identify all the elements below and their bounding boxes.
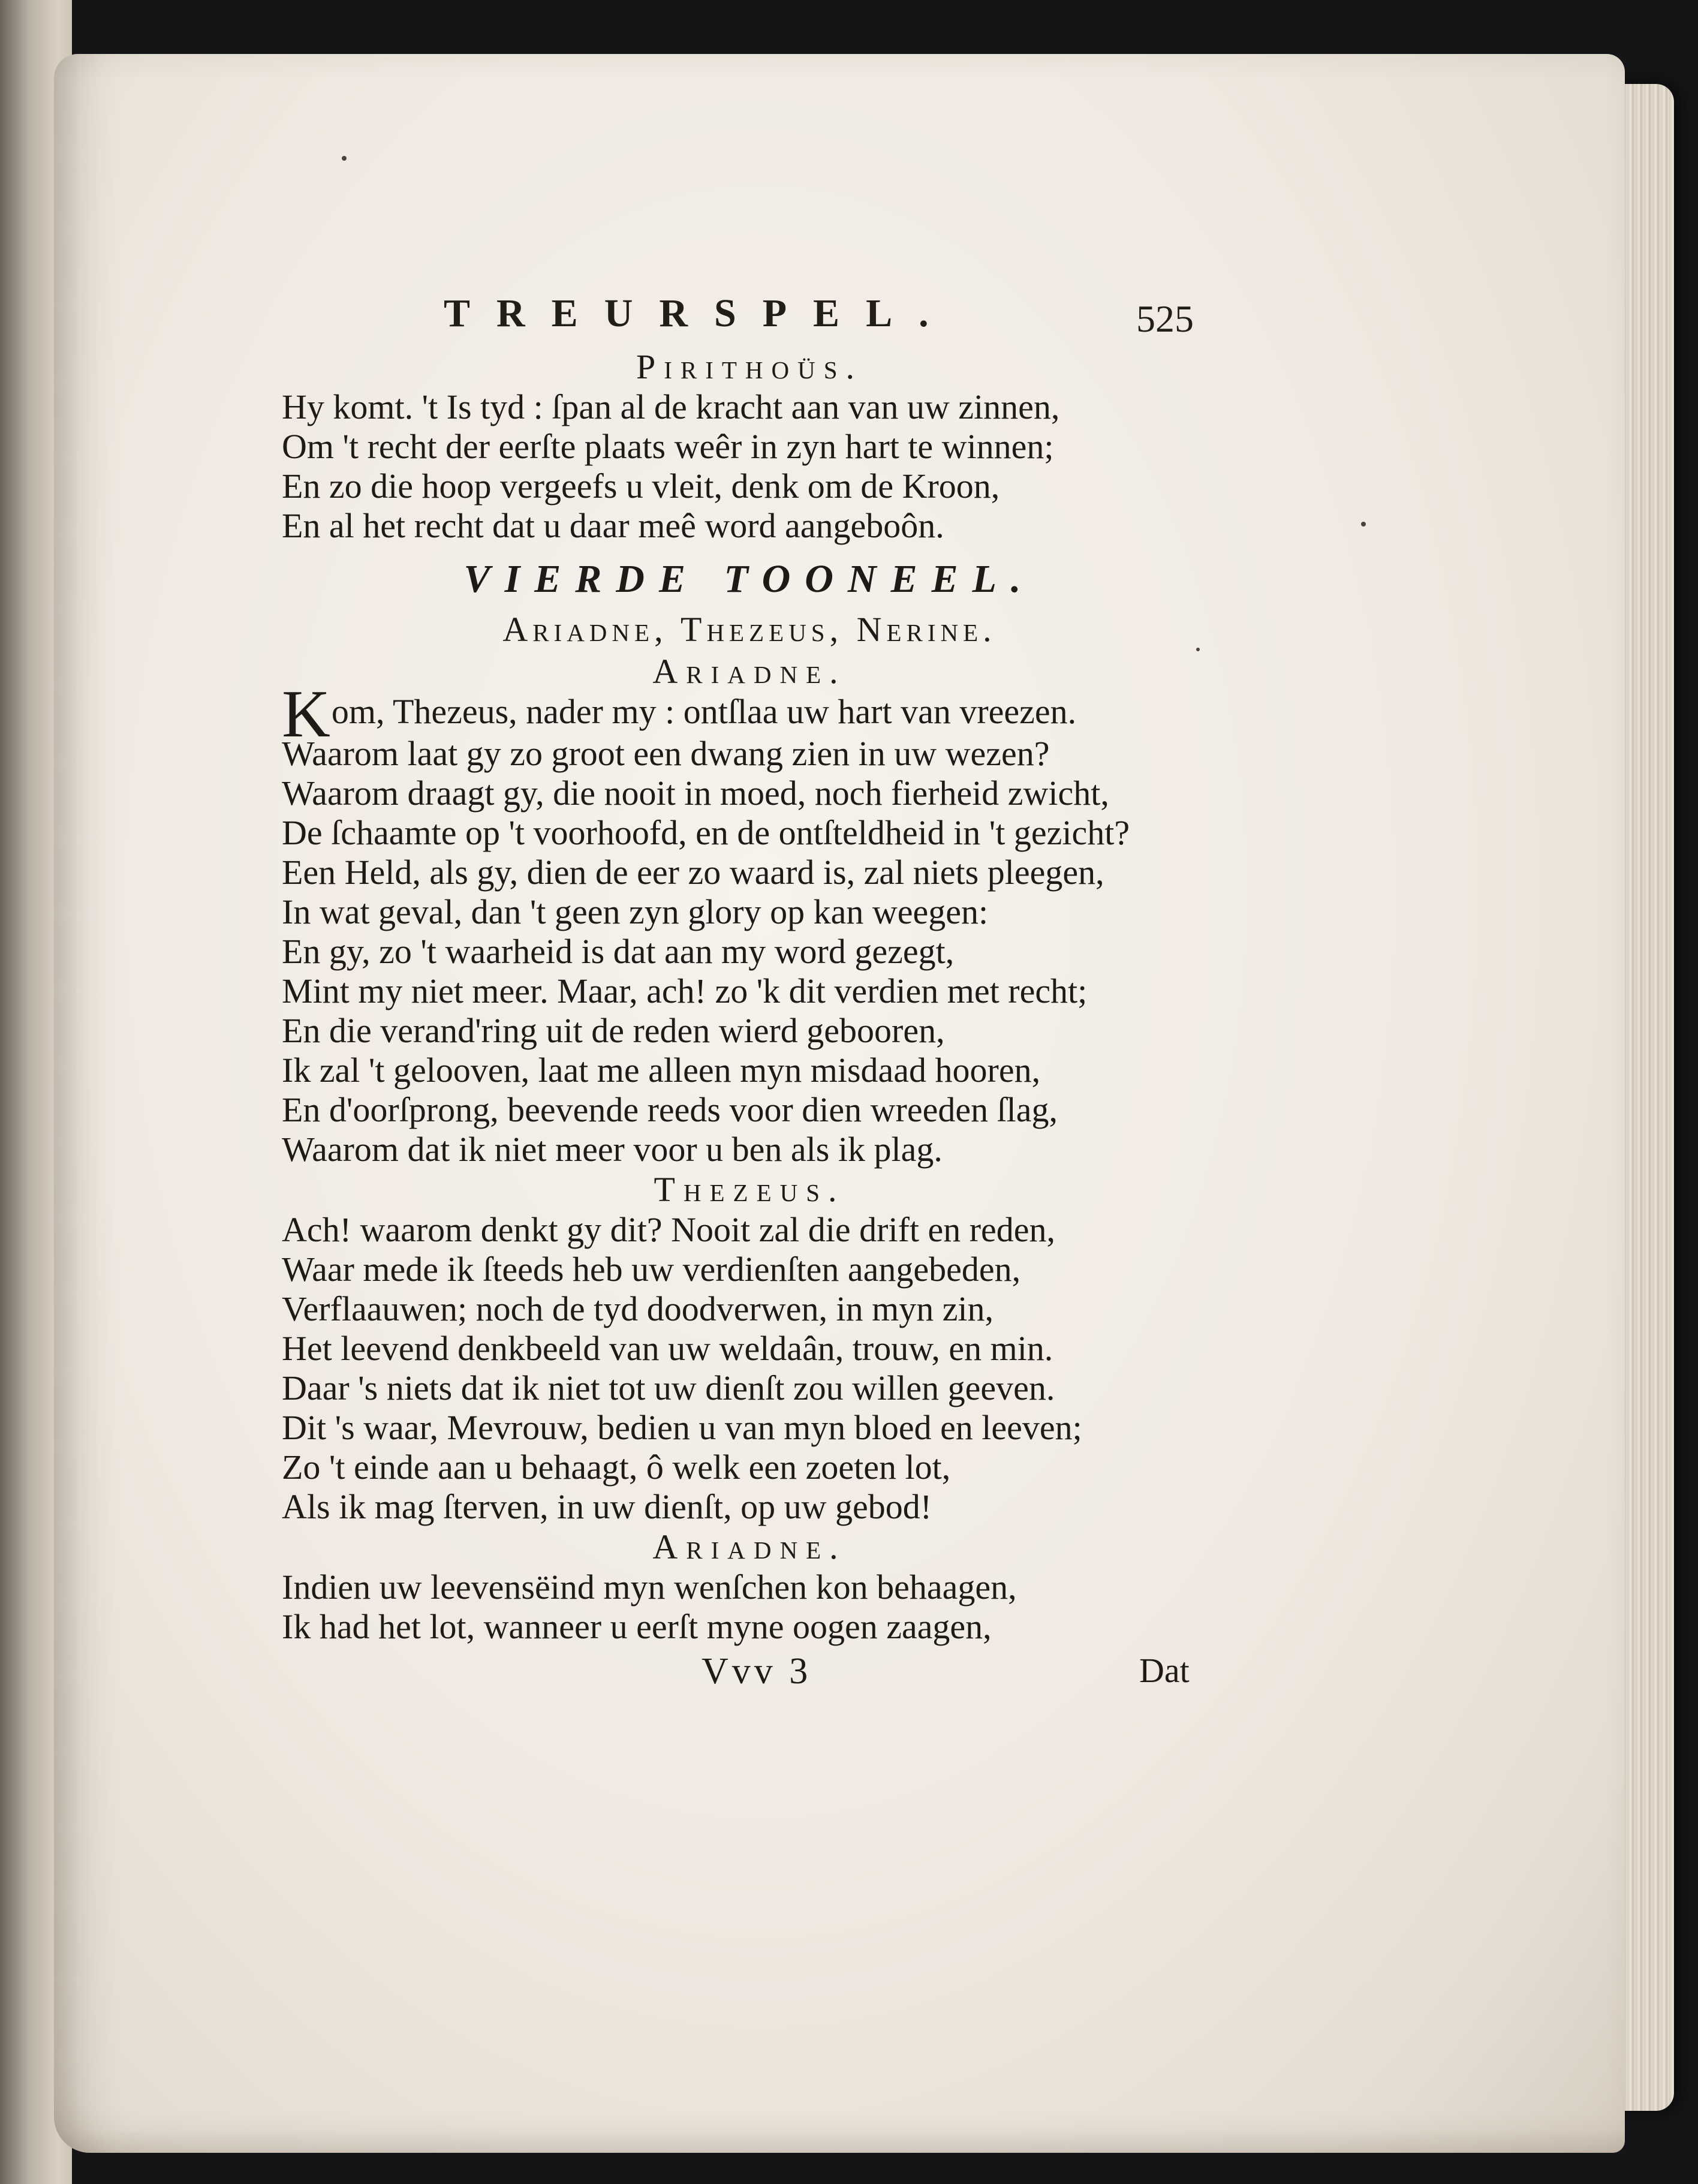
verse-line: Dit 's waar, Mevrouw, bedien u van myn bloed en leeven;: [282, 1408, 1082, 1447]
verse-line: Om 't recht der eerſte plaats weêr in zyn hart te winnen;: [282, 427, 1054, 466]
verse-line: Waarom draagt gy, die nooit in moed, noch fierheid zwicht,: [282, 774, 1109, 813]
verse-line: Het leevend denkbeeld van uw weldaân, trouw, en min.: [282, 1329, 1053, 1368]
text-block: [282, 276, 1217, 1701]
speaker-heading: Ariadne.: [652, 1527, 847, 1566]
verse-line: Indien uw leevensëind myn wenſchen kon behaagen,: [282, 1568, 1017, 1607]
verse-group-2: [282, 677, 1217, 1169]
drop-cap: K: [282, 677, 330, 751]
verse-line: Waar mede ik ſteeds heb uw verdienſten aangebeden,: [282, 1250, 1021, 1289]
verse-group-1: [282, 387, 1217, 546]
verse-line: Ik zal 't gelooven, laat me alleen myn misdaad hooren,: [282, 1051, 1041, 1090]
first-line-text: om, Thezeus, nader my : ontſlaa uw hart van vreezen.: [331, 692, 1077, 731]
verse-group-3: [282, 1210, 1217, 1527]
page-footer: [282, 1647, 1217, 1701]
verse-line: Als ik mag ſterven, in uw dienſt, op uw gebod!: [282, 1487, 932, 1526]
paper-speck: [1361, 522, 1366, 527]
verse-line: Waarom dat ik niet meer voor u ben als ik plag.: [282, 1130, 943, 1169]
verse-line: De ſchaamte op 't voorhoofd, en de ontſteldheid in 't gezicht?: [282, 813, 1130, 852]
speaker-heading: Ariadne.: [652, 652, 847, 691]
verse-line: [282, 677, 1217, 751]
verse-line: Daar 's niets dat ik niet tot uw dienſt zou willen geeven.: [282, 1368, 1055, 1407]
verse-line: Ach! waarom denkt gy dit? Nooit zal die drift en reden,: [282, 1210, 1056, 1249]
cast-list: Ariadne, Thezeus, Nerine.: [502, 610, 996, 649]
verse-line: Zo 't einde aan u behaagt, ô welk een zoeten lot,: [282, 1448, 951, 1487]
verse-line: Ik had het lot, wanneer u eerſt myne oogen zaagen,: [282, 1607, 992, 1646]
verse-line: In wat geval, dan 't geen zyn glory op kan weegen:: [282, 892, 989, 931]
verse-line: En die verand'ring uit de reden wierd gebooren,: [282, 1011, 945, 1050]
paper-speck: [342, 156, 347, 161]
verse-group-4: [282, 1568, 1217, 1647]
verse-line: Verflaauwen; noch de tyd doodverwen, in myn zin,: [282, 1289, 994, 1328]
page-number: 525: [1136, 297, 1194, 340]
verse-line: En d'oorſprong, beevende reeds voor dien wreeden ſlag,: [282, 1090, 1058, 1129]
speaker-heading: Pirithoüs.: [636, 347, 863, 386]
verse-line: En zo die hoop vergeefs u vleit, denk om de Kroon,: [282, 467, 1000, 506]
verse-line: En al het recht dat u daar meê word aangeboôn.: [282, 506, 944, 545]
verse-line: Mint my niet meer. Maar, ach! zo 'k dit verdien met recht;: [282, 971, 1088, 1010]
speaker-heading: Thezeus.: [654, 1170, 845, 1209]
verse-line: En gy, zo 't waarheid is dat aan my word gezegt,: [282, 932, 955, 971]
verse-line: Waarom laat gy zo groot een dwang zien in uw wezen?: [282, 734, 1050, 773]
scene-title: VIERDE TOONEEL.: [463, 557, 1035, 601]
catchword: Dat: [1139, 1651, 1190, 1690]
verse-line: Hy komt. 't Is tyd : ſpan al de kracht aan van uw zinnen,: [282, 387, 1060, 426]
running-head: TREURSPEL.: [444, 291, 955, 335]
verse-line: Een Held, als gy, dien de eer zo waard is, zal niets pleegen,: [282, 853, 1104, 892]
signature-mark: Vvv 3: [702, 1651, 812, 1692]
